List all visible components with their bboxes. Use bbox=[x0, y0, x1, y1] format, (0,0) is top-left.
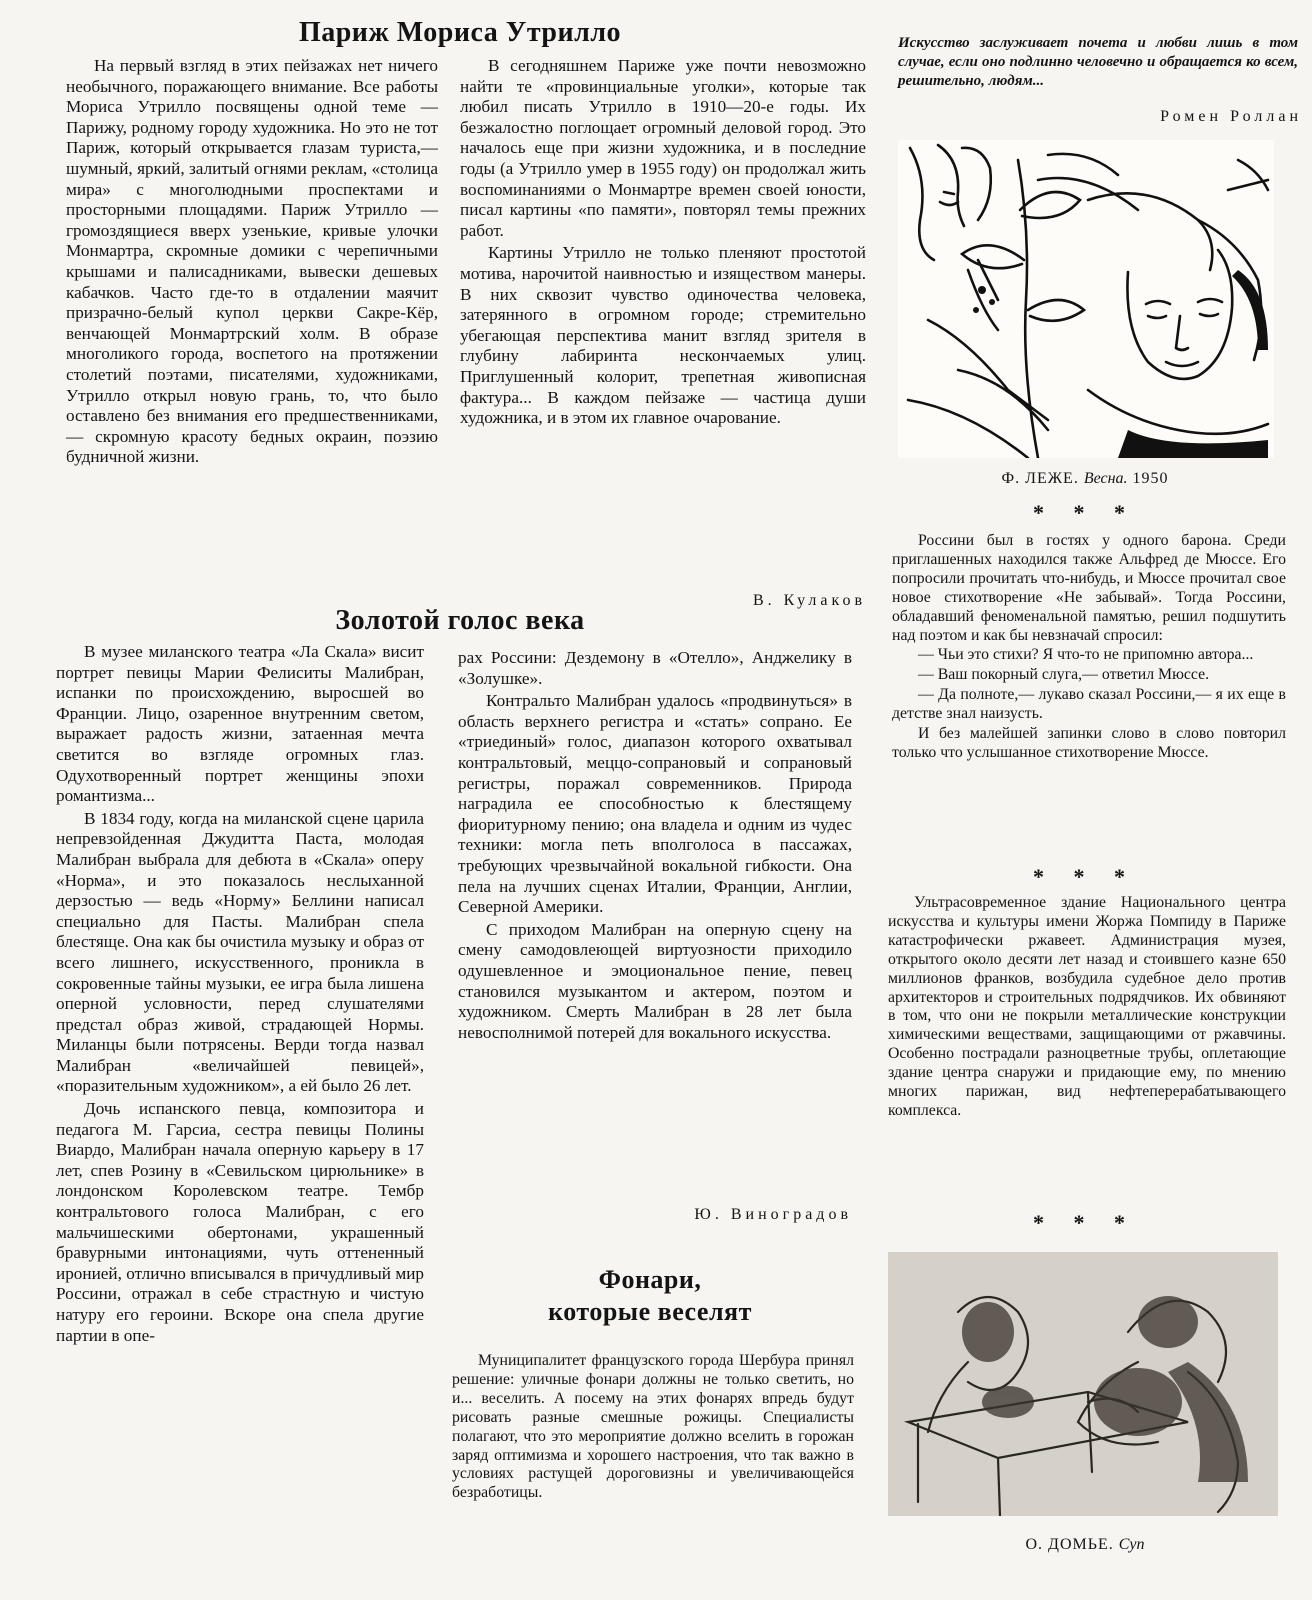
title-line: Фонари, bbox=[598, 1265, 702, 1294]
caption-year: 1950 bbox=[1132, 470, 1169, 487]
paragraph: В музее миланского театра «Ла Скала» висит портрет певицы Марии Фелиситы Малибран, испанки по происхождению, выросшей во Франции. Лицо, озаренное внутренним светом, выражает радость жизни, затаенная мечта светится во взгляде огромных глаз. Одухотворенный портрет женщины эпохи романтизма... bbox=[56, 642, 424, 806]
paragraph: рах Россини: Дездемону в «Отелло», Анджелику в «Золушке». bbox=[458, 648, 852, 688]
section-separator: * * * bbox=[1033, 500, 1137, 525]
paragraph: Картины Утрилло не только пленяют простотой мотива, нарочитой наивностью и изяществом манеры. В них сквозит чувство одиночества человека, затерянного в огромном городе; стремительно убегающая перспектива манит взгляд зрителя в глубину лабиринта нескончаемых улиц. Приглушенный колорит, трепетная живописная фактура... В каждом пейзаже — частица души художника, и в этом их главное очарование. bbox=[460, 243, 866, 428]
caption-author: Ф. ЛЕЖЕ. bbox=[1001, 470, 1079, 487]
malibran-column-2 bbox=[458, 648, 852, 1043]
utrillo-column-1 bbox=[66, 56, 438, 468]
paragraph: Россини был в гостях у одного барона. Среди приглашенных находился также Альфред де Мюссе. Его попросили прочитать что-нибудь, и Мюссе прочитал свое новое стихотворение «Не забывай». Тогда Россини, обладавший феноменальной памятью, решил подшутить над поэтом и как бы невзначай спросил: bbox=[892, 532, 1286, 644]
epigraph-quote: Искусство заслуживает почета и любви лишь в том случае, если оно подлинно человечно и обращается ко всем, решительно, людям... bbox=[898, 35, 1298, 89]
article-title-utrillo: Париж Мориса Утрилло bbox=[298, 17, 622, 48]
paragraph: И без малейшей запинки слово в слово повторил только что услышанное стихотворение Мюссе. bbox=[892, 725, 1286, 761]
caption-title: Весна. bbox=[1083, 470, 1128, 487]
utrillo-column-2 bbox=[460, 56, 866, 429]
leger-spring-illustration bbox=[898, 140, 1274, 458]
paragraph: На первый взгляд в этих пейзажах нет ничего необычного, поражающего внимание. Все работы Мориса Утрилло посвящены одной теме — Парижу, родному городу художника. Но это не тот Париж, который открывается глазам туриста,— шумный, яркий, залитый огнями реклам, «столица мира» с многолюдными проспектами и просторными площадями. Париж Утрилло — громоздящиеся вверх узенькие, кривые улочки Монмартра, скромные домики с черепичными крышами и палисадниками, вывески дешевых кабачков. Часто где-то в отдалении маячит призрачно-белый купол церкви Сакре-Кёр, венчающей Монмартрский холм. В образе многоликого города, воспетого на протяжении столетий поэтами, писателями, художниками, Утрилло открыл новую грань, то, что было оставлено без внимания его предшественниками,— скромную красоту бедных окраин, поэзию будничной жизни. bbox=[66, 56, 438, 467]
article-title-malibran: Золотой голос века bbox=[335, 605, 585, 636]
paragraph: Ультрасовременное здание Национального центра искусства и культуры имени Жоржа Помпиду в Париже катастрофически ржавеет. Администрация музея, открытого около десяти лет назад и стоившего казне 650 миллионов франков, возбудила судебное дело против архитекторов и строительных подрядчиков. Их обвиняют в том, что они не покрыли металлические конструкции химическими веществами, защищающими от ржавчины. Особенно пострадали разноцветные трубы, оплетающие здание центра снаружи и придающие ему, по мнению многих парижан, вид нефтеперерабатывающего комплекса. bbox=[888, 894, 1286, 1119]
paragraph: Муниципалитет французского города Шербура принял решение: уличные фонари должны не только светить, но и... веселить. А посему на этих фонарях впредь будут рисовать разные смешные рожицы. Специалисты полагают, что это мероприятие должно вселить в горожан заряд оптимизма и хорошего настроения, что так важно в условиях растущей дороговизны и увеличивающейся безработицы. bbox=[452, 1352, 854, 1502]
malibran-column-1 bbox=[56, 642, 424, 1346]
daumier-soup-illustration bbox=[888, 1252, 1278, 1516]
author-signature: В. Кулаков bbox=[752, 592, 866, 609]
rossini-anecdote bbox=[892, 532, 1286, 763]
paragraph: В 1834 году, когда на миланской сцене царила непревзойденная Джудитта Паста, молодая Малибран выбрала для дебюта в «Скала» оперу «Норма», и это показалось неслыханной дерзостью — ведь «Норму» Беллини написал специально для Пасты. Малибран спела блестяще. Она как бы очистила музыку и образ от всего лишнего, искусственного, проникла в сокровенные тайны музыки, ее игра была лишена оперной условности, перед слушателями предстал образ живой, страдающей Нормы. Миланцы были потрясены. Верди тогда назвал Малибран «величайшей певицей», «поразительным художником», а ей было 26 лет. bbox=[56, 808, 424, 1096]
lanterns-body bbox=[452, 1352, 854, 1503]
paragraph: — Ваш покорный слуга,— ответил Мюссе. bbox=[918, 666, 1210, 684]
leger-caption bbox=[900, 470, 1270, 488]
section-separator: * * * bbox=[1033, 1210, 1137, 1235]
paragraph: Дочь испанского певца, композитора и педагога М. Гарсиа, сестра певицы Полины Виардо, Малибран начала оперную карьеру в 17 лет, спев Розину в «Севильском цирюльнике» в лондонском Королевском театре. Тембр контральтового голоса Малибран, с его мальчишескими обертонами, украшенный бравурными интонациями, чуть оттененный иронией, отлично вписывался в причудливый мир Россини, отражал в себе страстную и чистую натуру его героини. Вскоре она спела другие партии в опе- bbox=[56, 1099, 424, 1345]
paragraph: В сегодняшнем Париже уже почти невозможно найти те «провинциальные уголки», которые так любил писать Утрилло в 1910—20-е годы. Их безжалостно поглощает огромный деловой город. Это началось еще при жизни художника, и в последние годы (а Утрилло умер в 1955 году) он продолжал жить воспоминаниями о Монмартре времен своей юности, писал картины «по памяти», повторял темы прежних работ. bbox=[460, 56, 866, 240]
daumier-caption bbox=[900, 1536, 1270, 1554]
daumier-drawing bbox=[888, 1252, 1278, 1516]
title-line: которые веселят bbox=[548, 1297, 752, 1326]
caption-title: Суп bbox=[1118, 1536, 1145, 1553]
caption-author: О. ДОМЬЕ. bbox=[1025, 1536, 1114, 1553]
paragraph: Контральто Малибран удалось «продвинуться» в область верхнего регистра и «стать» сопрано. Ее «триединый» голос, диапазон которого охватывал контральтовый, меццо-сопрановый и сопрановый регистры, поражал современников. Природа наградила ее способностью к блестящему фиоритурному пению; она владела и одним из чудес техники: могла петь вполголоса в пассажах, требующих чрезвычайной вокальной гибкости. Она пела на лучших сценах Италии, Франции, Англии, Северной Америки. bbox=[458, 691, 852, 917]
article-title-lanterns bbox=[450, 1264, 850, 1328]
pompidou-note bbox=[888, 894, 1286, 1121]
paragraph: — Чьи это стихи? Я что-то не припомню автора... bbox=[918, 646, 1254, 664]
epigraph-author: Ромен Роллан bbox=[1160, 108, 1302, 125]
author-signature: Ю. Виноградов bbox=[694, 1206, 852, 1223]
paragraph: — Да полноте,— лукаво сказал Россини,— я их еще в детстве знал наизусть. bbox=[892, 686, 1286, 723]
paragraph: С приходом Малибран на оперную сцену на смену самодовлеющей виртуозности приходило одушевленное и эмоциональное пение, певец становился музыкантом и актером, поэтом и художником. Смерть Малибран в 28 лет была невосполнимой потерей для вокального искусства. bbox=[458, 919, 852, 1042]
leger-drawing bbox=[898, 140, 1274, 458]
section-separator: * * * bbox=[1033, 864, 1137, 889]
